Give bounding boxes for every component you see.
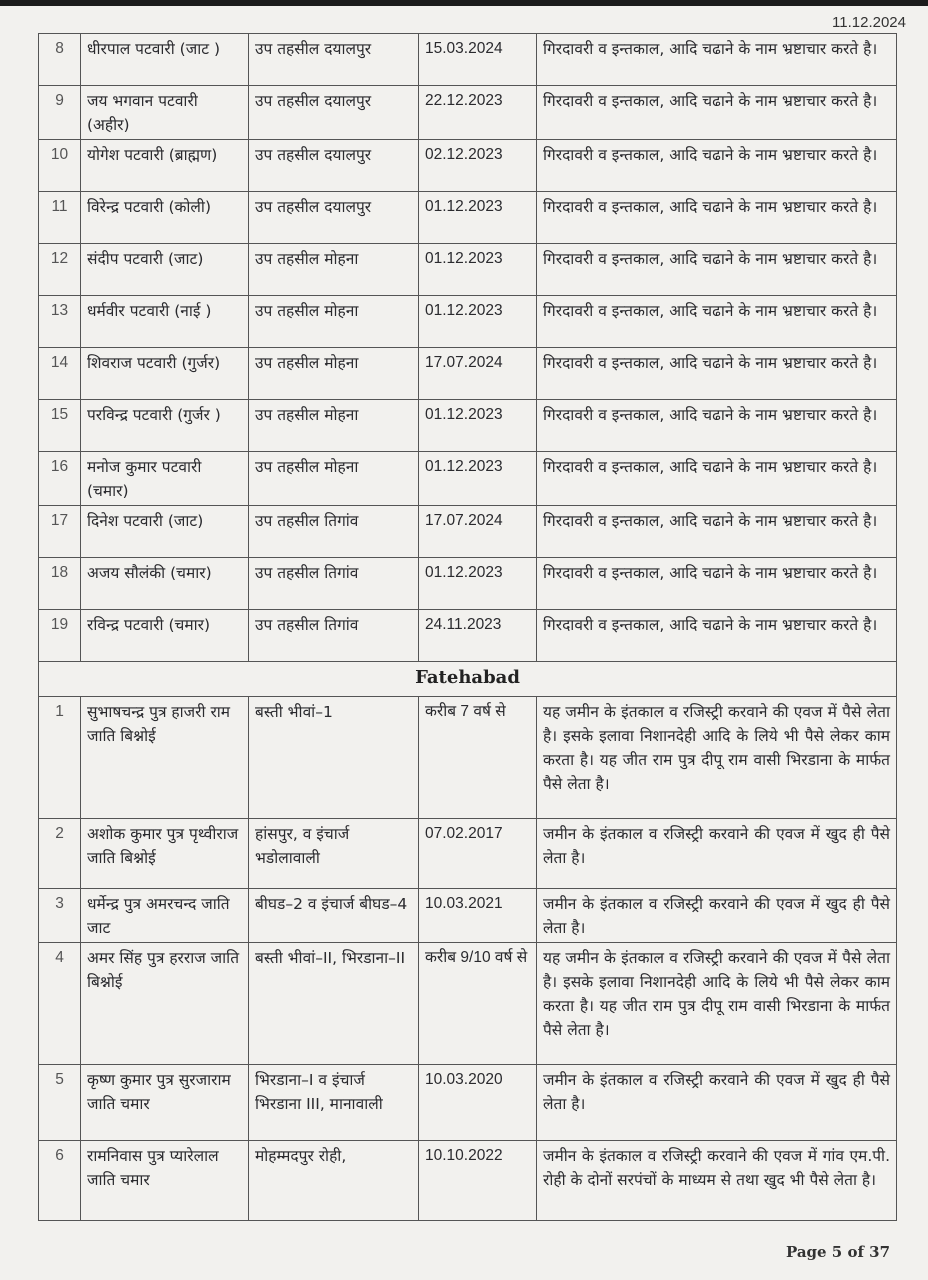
posting-place: उप तहसील मोहना	[249, 348, 419, 400]
posting-date: 01.12.2023	[419, 558, 537, 610]
table-row	[39, 140, 897, 192]
serial-number: 18	[39, 558, 81, 610]
posting-place: बस्ती भीवां–1	[249, 697, 419, 819]
official-name: मनोज कुमार पटवारी (चमार)	[81, 452, 249, 506]
official-name: जय भगवान पटवारी (अहीर)	[81, 86, 249, 140]
table-row	[39, 610, 897, 662]
posting-place: उप तहसील दयालपुर	[249, 86, 419, 140]
official-name: धर्मवीर पटवारी (नाई )	[81, 296, 249, 348]
complaint-description: यह जमीन के इंतकाल व रजिस्ट्री करवाने की एवज में पैसे लेता है। इसके इलावा निशानदेही आदि के लिये भी पैसे लेकर काम करता है। यह जीत राम पुत्र दीपू राम वासी भिरडाना के मार्फत पैसे लेता है।	[537, 943, 897, 1065]
official-name: योगेश पटवारी (ब्राह्मण)	[81, 140, 249, 192]
posting-date: 10.03.2021	[419, 889, 537, 943]
posting-place: उप तहसील दयालपुर	[249, 192, 419, 244]
posting-place: उप तहसील मोहना	[249, 400, 419, 452]
complaint-description: जमीन के इंतकाल व रजिस्ट्री करवाने की एवज में खुद ही पैसे लेता है।	[537, 889, 897, 943]
complaint-description: गिरदावरी व इन्तकाल, आदि चढाने के नाम भ्रष्टाचार करते है।	[537, 34, 897, 86]
records-table-body	[39, 34, 897, 1221]
official-name: शिवराज पटवारी (गुर्जर)	[81, 348, 249, 400]
complaint-description: जमीन के इंतकाल व रजिस्ट्री करवाने की एवज में खुद ही पैसे लेता है।	[537, 819, 897, 889]
section-heading-row	[39, 662, 897, 697]
posting-place: भिरडाना–I व इंचार्ज भिरडाना III, मानावाली	[249, 1065, 419, 1141]
table-row	[39, 400, 897, 452]
posting-place: उप तहसील तिगांव	[249, 610, 419, 662]
top-edge-bar	[0, 0, 928, 6]
serial-number: 1	[39, 697, 81, 819]
table-row	[39, 34, 897, 86]
serial-number: 13	[39, 296, 81, 348]
table-row	[39, 943, 897, 1065]
serial-number: 14	[39, 348, 81, 400]
page-number: Page 5 of 37	[785, 1243, 890, 1261]
official-name: रामनिवास पुत्र प्यारेलाल जाति चमार	[81, 1141, 249, 1221]
posting-date: करीब 9/10 वर्ष से	[419, 943, 537, 1065]
posting-date: 01.12.2023	[419, 452, 537, 506]
official-name: सुभाषचन्द्र पुत्र हाजरी राम जाति बिश्नोई	[81, 697, 249, 819]
posting-date: 02.12.2023	[419, 140, 537, 192]
table-row	[39, 697, 897, 819]
posting-place: उप तहसील मोहना	[249, 296, 419, 348]
complaint-description: जमीन के इंतकाल व रजिस्ट्री करवाने की एवज में गांव एम.पी. रोही के दोनों सरपंचों के माध्यम से तथा खुद भी पैसे लेता है।	[537, 1141, 897, 1221]
official-name: रविन्द्र पटवारी (चमार)	[81, 610, 249, 662]
serial-number: 4	[39, 943, 81, 1065]
official-name: कृष्ण कुमार पुत्र सुरजाराम जाति चमार	[81, 1065, 249, 1141]
table-row	[39, 819, 897, 889]
posting-date: 10.03.2020	[419, 1065, 537, 1141]
section-heading: Fatehabad	[39, 662, 897, 697]
complaint-description: यह जमीन के इंतकाल व रजिस्ट्री करवाने की एवज में पैसे लेता है। इसके इलावा निशानदेही आदि के लिये भी पैसे लेकर काम करता है। यह जीत राम पुत्र दीपू राम वासी भिरडाना के मार्फत पैसे लेता है।	[537, 697, 897, 819]
posting-date: करीब 7 वर्ष से	[419, 697, 537, 819]
serial-number: 16	[39, 452, 81, 506]
serial-number: 10	[39, 140, 81, 192]
posting-place: हांसपुर, व इंचार्ज भडोलावाली	[249, 819, 419, 889]
records-table	[38, 33, 897, 1221]
table-row	[39, 506, 897, 558]
posting-place: उप तहसील दयालपुर	[249, 140, 419, 192]
posting-date: 07.02.2017	[419, 819, 537, 889]
official-name: परविन्द्र पटवारी (गुर्जर )	[81, 400, 249, 452]
complaint-description: जमीन के इंतकाल व रजिस्ट्री करवाने की एवज में खुद ही पैसे लेता है।	[537, 1065, 897, 1141]
complaint-description: गिरदावरी व इन्तकाल, आदि चढाने के नाम भ्रष्टाचार करते है।	[537, 400, 897, 452]
complaint-description: गिरदावरी व इन्तकाल, आदि चढाने के नाम भ्रष्टाचार करते है।	[537, 192, 897, 244]
serial-number: 17	[39, 506, 81, 558]
complaint-description: गिरदावरी व इन्तकाल, आदि चढाने के नाम भ्रष्टाचार करते है।	[537, 506, 897, 558]
table-row	[39, 889, 897, 943]
official-name: संदीप पटवारी (जाट)	[81, 244, 249, 296]
table-row	[39, 348, 897, 400]
serial-number: 12	[39, 244, 81, 296]
document-date: 11.12.2024	[832, 14, 906, 31]
posting-date: 24.11.2023	[419, 610, 537, 662]
posting-date: 01.12.2023	[419, 400, 537, 452]
serial-number: 19	[39, 610, 81, 662]
table-row	[39, 558, 897, 610]
posting-place: मोहम्मदपुर रोही,	[249, 1141, 419, 1221]
posting-date: 01.12.2023	[419, 296, 537, 348]
official-name: अजय सौलंकी (चमार)	[81, 558, 249, 610]
complaint-description: गिरदावरी व इन्तकाल, आदि चढाने के नाम भ्रष्टाचार करते है।	[537, 244, 897, 296]
official-name: धर्मेन्द्र पुत्र अमरचन्द जाति जाट	[81, 889, 249, 943]
serial-number: 2	[39, 819, 81, 889]
posting-date: 01.12.2023	[419, 244, 537, 296]
table-row	[39, 452, 897, 506]
serial-number: 6	[39, 1141, 81, 1221]
official-name: धीरपाल पटवारी (जाट )	[81, 34, 249, 86]
posting-place: उप तहसील तिगांव	[249, 558, 419, 610]
official-name: अमर सिंह पुत्र हरराज जाति बिश्नोई	[81, 943, 249, 1065]
serial-number: 15	[39, 400, 81, 452]
serial-number: 3	[39, 889, 81, 943]
posting-place: उप तहसील दयालपुर	[249, 34, 419, 86]
complaint-description: गिरदावरी व इन्तकाल, आदि चढाने के नाम भ्रष्टाचार करते है।	[537, 296, 897, 348]
serial-number: 9	[39, 86, 81, 140]
posting-date: 15.03.2024	[419, 34, 537, 86]
posting-place: उप तहसील तिगांव	[249, 506, 419, 558]
posting-date: 17.07.2024	[419, 348, 537, 400]
official-name: दिनेश पटवारी (जाट)	[81, 506, 249, 558]
serial-number: 11	[39, 192, 81, 244]
posting-date: 01.12.2023	[419, 192, 537, 244]
posting-date: 10.10.2022	[419, 1141, 537, 1221]
official-name: अशोक कुमार पुत्र पृथ्वीराज जाति बिश्नोई	[81, 819, 249, 889]
table-row	[39, 1065, 897, 1141]
complaint-description: गिरदावरी व इन्तकाल, आदि चढाने के नाम भ्रष्टाचार करते है।	[537, 610, 897, 662]
posting-date: 22.12.2023	[419, 86, 537, 140]
complaint-description: गिरदावरी व इन्तकाल, आदि चढाने के नाम भ्रष्टाचार करते है।	[537, 452, 897, 506]
posting-place: उप तहसील मोहना	[249, 452, 419, 506]
serial-number: 5	[39, 1065, 81, 1141]
posting-place: बस्ती भीवां–II, भिरडाना–II	[249, 943, 419, 1065]
posting-place: बीघड–2 व इंचार्ज बीघड–4	[249, 889, 419, 943]
official-name: विरेन्द्र पटवारी (कोली)	[81, 192, 249, 244]
table-row	[39, 86, 897, 140]
table-row	[39, 192, 897, 244]
posting-place: उप तहसील मोहना	[249, 244, 419, 296]
complaint-description: गिरदावरी व इन्तकाल, आदि चढाने के नाम भ्रष्टाचार करते है।	[537, 348, 897, 400]
posting-date: 17.07.2024	[419, 506, 537, 558]
serial-number: 8	[39, 34, 81, 86]
table-row	[39, 244, 897, 296]
complaint-description: गिरदावरी व इन्तकाल, आदि चढाने के नाम भ्रष्टाचार करते है।	[537, 558, 897, 610]
table-row	[39, 296, 897, 348]
table-row	[39, 1141, 897, 1221]
complaint-description: गिरदावरी व इन्तकाल, आदि चढाने के नाम भ्रष्टाचार करते है।	[537, 140, 897, 192]
complaint-description: गिरदावरी व इन्तकाल, आदि चढाने के नाम भ्रष्टाचार करते है।	[537, 86, 897, 140]
